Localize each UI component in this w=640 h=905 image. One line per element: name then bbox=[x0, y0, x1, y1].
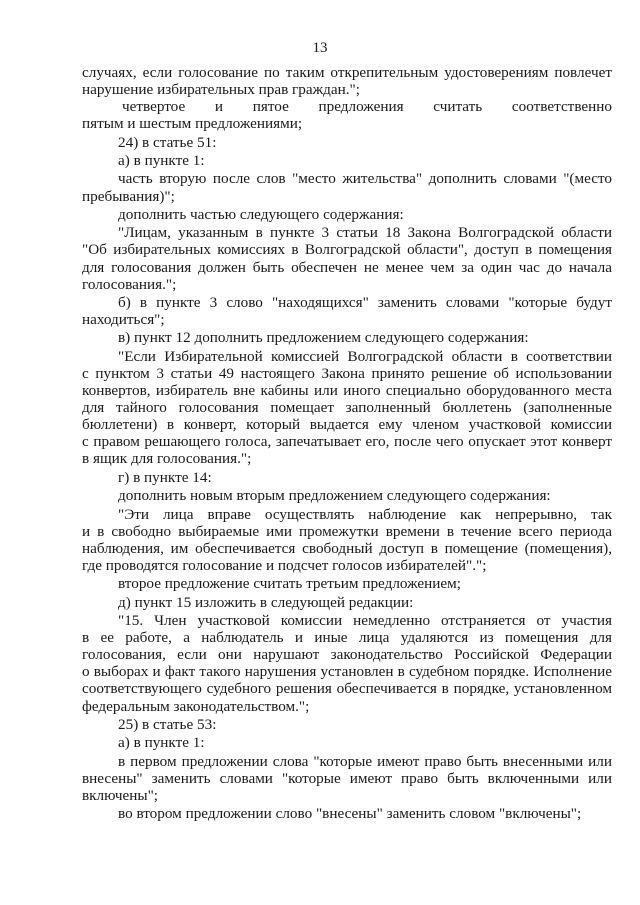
page-number: 13 bbox=[312, 40, 328, 56]
text-line: соответствующего судебного решения обеспечивается в порядке, установленном bbox=[82, 680, 612, 698]
text-line: а) в пункте 1: bbox=[118, 734, 205, 752]
text-line: о выборах и факт такого нарушения установлен в судебном порядке. Исполнение bbox=[82, 663, 612, 681]
text-line: находиться"; bbox=[82, 311, 165, 329]
text-line: в) пункт 12 дополнить предложением следующего содержания: bbox=[118, 329, 529, 347]
text-line: с пунктом 3 статьи 49 настоящего Закона принято решение об использовании bbox=[82, 364, 612, 382]
text-line: бюллетени) в конверт, который выдается ему членом участковой комиссии bbox=[82, 416, 612, 434]
text-line: федеральным законодательством."; bbox=[82, 697, 310, 715]
text-line: внесены" заменить словами "которые имеют право быть включенными или bbox=[82, 769, 612, 787]
document-body bbox=[82, 64, 612, 822]
text-line: для тайного голосования помещает заполненный бюллетень (заполненные bbox=[82, 399, 612, 417]
text-line: голосования."; bbox=[82, 275, 177, 293]
text-line: г) в пункте 14: bbox=[118, 468, 212, 486]
text-line: "Об избирательных комиссиях в Волгоградской области", доступ в помещения bbox=[82, 241, 612, 259]
text-line: "15. Член участковой комиссии немедленно отстраняется от участия bbox=[118, 612, 612, 630]
text-line: дополнить частью следующего содержания: bbox=[118, 205, 404, 223]
text-line: а) в пункте 1: bbox=[118, 152, 205, 170]
text-line: пребывания)"; bbox=[82, 187, 175, 205]
text-line: в ящик для голосования."; bbox=[82, 450, 252, 468]
text-line: наблюдения, им обеспечивается свободный доступ в помещение (помещения), bbox=[82, 539, 612, 557]
text-line: четвертое и пятое предложения считать соответственно bbox=[122, 98, 612, 116]
text-line: пятым и шестым предложениями; bbox=[82, 115, 303, 133]
text-line: в первом предложении слова "которые имеют право быть внесенными или bbox=[118, 752, 612, 770]
text-line: конвертов, избиратель вне кабины или иного специально оборудованного места bbox=[82, 382, 612, 400]
text-line: в ее работе, а наблюдатель и иные лица удаляются из помещения для bbox=[82, 629, 612, 647]
text-line: "Лицам, указанным в пункте 3 статьи 18 Закона Волгоградской области bbox=[118, 224, 612, 242]
text-line: б) в пункте 3 слово "находящихся" заменить словами "которые будут bbox=[118, 294, 612, 311]
text-line: включены"; bbox=[82, 786, 159, 804]
text-line: во втором предложении слово "внесены" заменить словом "включены"; bbox=[118, 805, 582, 823]
text-line: голосования, если они нарушают законодательство Российской Федерации bbox=[82, 646, 612, 664]
text-line: для голосования должен быть обеспечен не менее чем за один час до начала bbox=[82, 258, 612, 276]
text-line: д) пункт 15 изложить в следующей редакции: bbox=[118, 593, 414, 611]
text-line: где проводятся голосование и подсчет голосов избирателей"."; bbox=[82, 556, 487, 574]
text-line: с правом решающего голоса, запечатывает его, после чего опускает этот конверт bbox=[82, 433, 612, 451]
text-line: "Если Избирательной комиссией Волгоградской области в соответствии bbox=[118, 347, 612, 365]
text-line: дополнить новым вторым предложением следующего содержания: bbox=[118, 487, 551, 505]
text-line: нарушение избирательных прав граждан."; bbox=[82, 81, 360, 99]
text-line: "Эти лица вправе осуществлять наблюдение как непрерывно, так bbox=[118, 505, 612, 523]
text-line: 24) в статье 51: bbox=[118, 133, 217, 151]
text-line: и в свободно выбираемые ими промежутки времени в течение всего периода bbox=[82, 522, 612, 540]
text-line: 25) в статье 53: bbox=[118, 715, 217, 733]
text-line: случаях, если голосование по таким открепительным удостоверениям повлечет bbox=[82, 64, 612, 81]
text-line: второе предложение считать третьим предложением; bbox=[118, 575, 461, 593]
text-line: часть вторую после слов "место жительства" дополнить словами "(место bbox=[118, 170, 612, 188]
